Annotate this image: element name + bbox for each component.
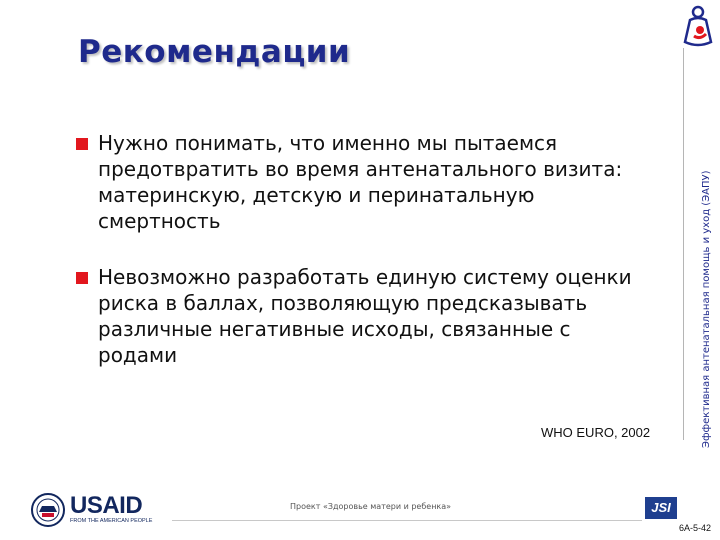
- project-name: Проект «Здоровье матери и ребенка»: [290, 502, 452, 511]
- bullet-item: [74, 264, 654, 368]
- bullet-square-icon: [76, 272, 88, 284]
- bullet-text: Нужно понимать, что именно мы пытаемся предотвратить во время антенатального визита: материнскую, детскую и перинатальную смертность: [98, 131, 623, 233]
- slide-title: Рекомендации: [78, 34, 351, 70]
- usaid-seal-icon: [30, 492, 66, 528]
- bullet-text: Невозможно разработать единую систему оценки риска в баллах, позволяющую предсказывать различные негативные исходы, связанные с родами: [98, 265, 632, 367]
- bullet-list: [74, 130, 654, 398]
- bullet-square-icon: [76, 138, 88, 150]
- jsi-logo: JSI: [645, 497, 677, 519]
- mother-child-logo-icon: [678, 4, 718, 48]
- slide-number: 6A-5-42: [679, 523, 712, 533]
- usaid-logo: [30, 490, 153, 530]
- usaid-wordmark: USAID: [70, 492, 143, 519]
- footer-divider: [172, 520, 642, 521]
- usaid-tagline: FROM THE AMERICAN PEOPLE: [70, 518, 153, 524]
- bullet-item: [74, 130, 654, 234]
- right-divider: [683, 48, 684, 440]
- side-caption: Эффективная антенатальная помощь и уход (ЭАПУ): [701, 170, 712, 448]
- source-citation: WHO EURO, 2002: [541, 425, 651, 440]
